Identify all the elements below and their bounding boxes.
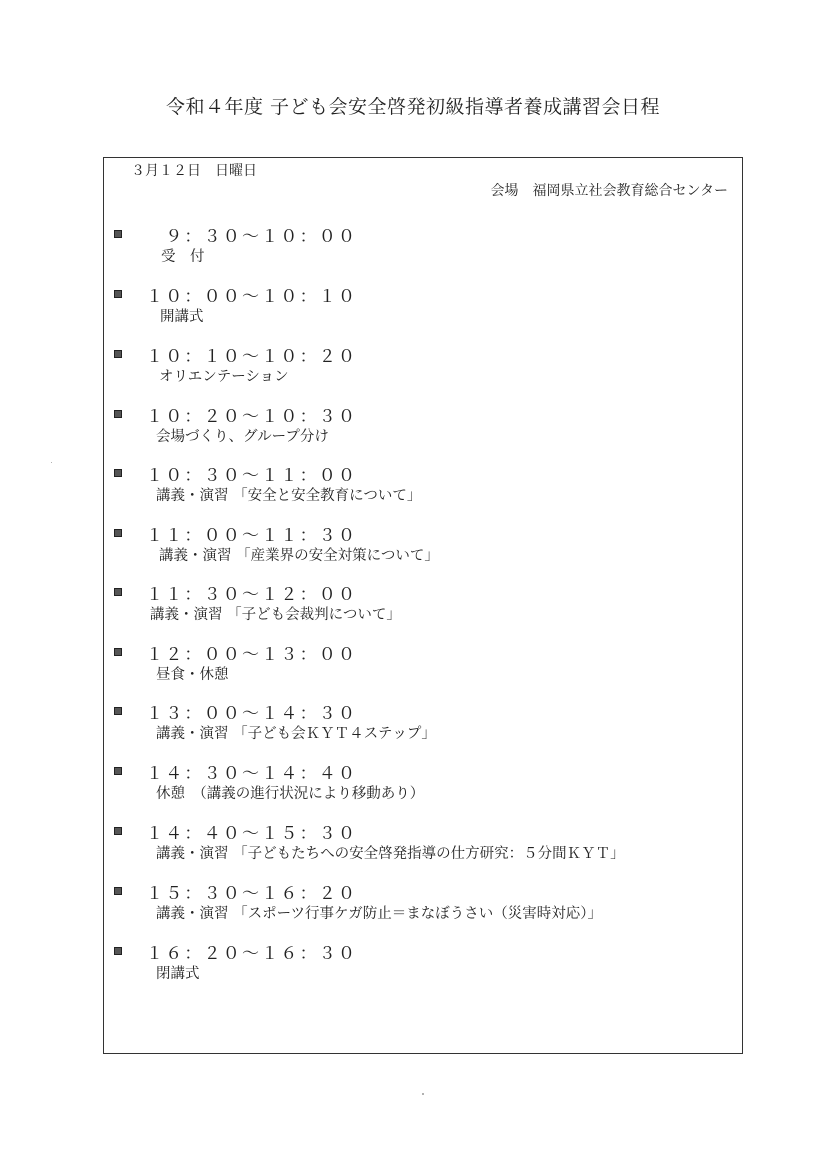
schedule-time: １３：００〜１４：３０ [146, 704, 358, 724]
schedule-desc: 講義・演習 「産業界の安全対策について」 [159, 548, 439, 564]
schedule-time: １２：００〜１３：００ [146, 645, 358, 665]
schedule-item [104, 643, 734, 693]
scan-speck [422, 1093, 424, 1095]
square-bullet-icon [114, 588, 122, 596]
scan-speck [51, 462, 52, 463]
schedule-item [104, 464, 734, 514]
schedule-item [104, 225, 734, 275]
schedule-desc: 受 付 [161, 249, 205, 265]
schedule-item [104, 822, 734, 872]
schedule-desc: 講義・演習 「子ども会ＫＹＴ４ステップ」 [156, 726, 436, 742]
schedule-desc: 講義・演習 「スポーツ行事ケガ防止＝まなぼうさい（災害時対応）」 [156, 906, 602, 922]
square-bullet-icon [114, 410, 122, 418]
schedule-item [104, 285, 734, 335]
schedule-desc: 講義・演習 「子どもたちへの安全啓発指導の仕方研究：５分間ＫＹＴ」 [156, 846, 625, 862]
event-date: ３月１２日 日曜日 [131, 163, 257, 179]
schedule-item [104, 762, 734, 812]
schedule-item [104, 405, 734, 455]
square-bullet-icon [114, 469, 122, 477]
schedule-item [104, 882, 734, 932]
schedule-frame [103, 157, 743, 1054]
square-bullet-icon [114, 529, 122, 537]
schedule-time: １６：２０〜１６：３０ [146, 944, 358, 964]
schedule-time: １５：３０〜１６：２０ [146, 884, 358, 904]
schedule-time: １１：００〜１１：３０ [146, 526, 358, 546]
square-bullet-icon [114, 648, 122, 656]
schedule-time: １０：２０〜１０：３０ [146, 407, 358, 427]
schedule-time: ９：３０〜１０：００ [146, 227, 358, 247]
square-bullet-icon [114, 947, 122, 955]
schedule-desc: オリエンテーション [159, 369, 289, 385]
square-bullet-icon [114, 767, 122, 775]
schedule-item [104, 583, 734, 633]
schedule-item [104, 345, 734, 395]
schedule-item [104, 702, 734, 752]
schedule-time: １０：１０〜１０：２０ [146, 347, 358, 367]
schedule-desc: 会場づくり、グループ分け [156, 429, 329, 445]
schedule-desc: 閉講式 [156, 966, 200, 982]
schedule-desc: 講義・演習 「安全と安全教育について」 [156, 488, 422, 504]
page-title: 令和４年度 子ども会安全啓発初級指導者養成講習会日程 [165, 96, 661, 118]
schedule-item [104, 524, 734, 574]
square-bullet-icon [114, 887, 122, 895]
schedule-desc: 講義・演習 「子ども会裁判について」 [150, 607, 401, 623]
square-bullet-icon [114, 707, 122, 715]
schedule-time: １１：３０〜１２：００ [146, 585, 358, 605]
square-bullet-icon [114, 290, 122, 298]
schedule-time: １０：００〜１０：１０ [146, 287, 358, 307]
square-bullet-icon [114, 230, 122, 238]
schedule-time: １０：３０〜１１：００ [146, 466, 358, 486]
schedule-desc: 開講式 [160, 309, 204, 325]
schedule-time: １４：４０〜１５：３０ [146, 824, 358, 844]
schedule-desc: 昼食・休憩 [156, 667, 229, 683]
venue-label: 会場 福岡県立社会教育総合センター [490, 183, 728, 199]
schedule-time: １４：３０〜１４：４０ [146, 764, 358, 784]
schedule-desc: 休憩 （講義の進行状況により移動あり） [156, 786, 425, 802]
square-bullet-icon [114, 350, 122, 358]
schedule-item [104, 942, 734, 992]
square-bullet-icon [114, 827, 122, 835]
